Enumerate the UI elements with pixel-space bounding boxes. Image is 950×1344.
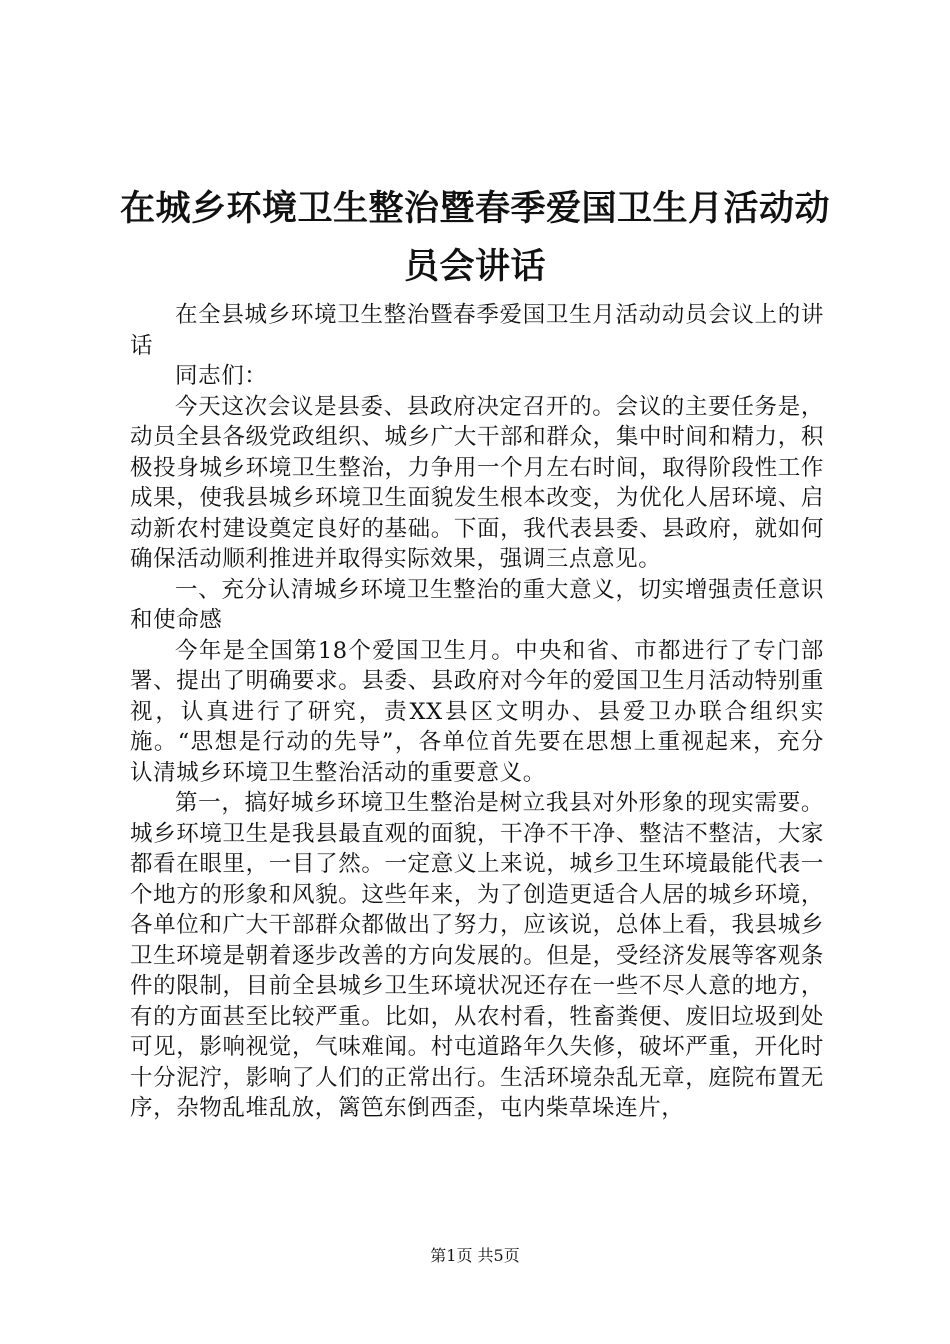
body-paragraph: 今年是全国第18个爱国卫生月。中央和省、市都进行了专门部署、提出了明确要求。县委、县政府对今年的爱国卫生月活动特别重视，认真进行了研究，责XX县区文明办、县爱卫办联合组织实施。“思想是行动的先导”，各单位首先要在思想上重视起来，充分认清城乡环境卫生整治活动的重要意义。 [130, 637, 824, 786]
document-body [130, 300, 824, 1124]
section-heading-one: 一、充分认清城乡环境卫生整治的重大意义，切实增强责任意识和使命感 [130, 576, 824, 633]
page-number-footer: 第1页 共5页 [430, 1246, 520, 1265]
intro-paragraph: 今天这次会议是县委、县政府决定召开的。会议的主要任务是，动员全县各级党政组织、城乡广大干部和群众，集中时间和精力，积极投身城乡环境卫生整治，力争用一个月左右时间，取得阶段性工作成果，使我县城乡环境卫生面貌发生根本改变，为优化人居环境、启动新农村建设奠定良好的基础。下面，我代表县委、县政府，就如何确保活动顺利推进并取得实际效果，强调三点意见。 [130, 393, 824, 572]
salutation-paragraph: 同志们： [175, 363, 268, 389]
document-title: 在城乡环境卫生整治暨春季爱国卫生月活动动员会讲话 [119, 189, 830, 287]
body-paragraph: 第一，搞好城乡环境卫生整治是树立我县对外形象的现实需要。城乡环境卫生是我县最直观的面貌，干净不干净、整洁不整洁，大家都看在眼里，一目了然。一定意义上来说，城乡卫生环境最能代表一个地方的形象和风貌。这些年来，为了创造更适合人居的城乡环境，各单位和广大干部群众都做出了努力，应该说，总体上看，我县城乡卫生环境是朝着逐步改善的方向发展的。但是，受经济发展等客观条件的限制，目前全县城乡卫生环境状况还存在一些不尽人意的地方，有的方面甚至比较严重。比如，从农村看，牲畜粪便、废旧垃圾到处可见，影响视觉，气味难闻。村屯道路年久失修，破坏严重，开化时十分泥泞，影响了人们的正常出行。生活环境杂乱无章，庭院布置无序，杂物乱堆乱放，篱笆东倒西歪，屯内柴草垛连片， [130, 790, 824, 1121]
speech-subtitle-paragraph: 在全县城乡环境卫生整治暨春季爱国卫生月活动动员会议上的讲话 [130, 302, 824, 359]
